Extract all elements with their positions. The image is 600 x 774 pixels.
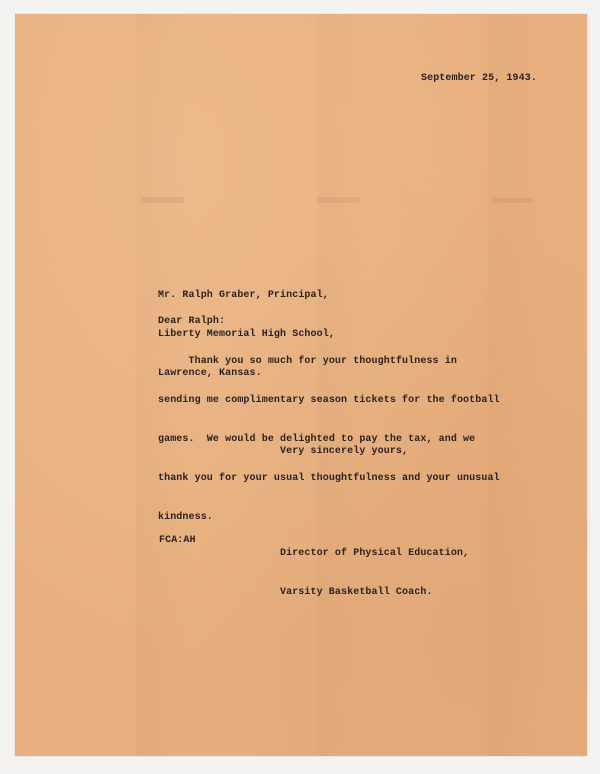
signature-title: Varsity Basketball Coach. [280,587,433,598]
bleed-through-mark [493,198,533,203]
body-line: Thank you so much for your thoughtfulness in [158,356,457,367]
bleed-through-mark [318,197,360,203]
salutation: Dear Ralph: [158,316,226,327]
signature-block [280,521,469,612]
signature-title: Director of Physical Education, [280,548,470,559]
bleed-through-mark [142,197,184,203]
recipient-line: Lawrence, Kansas. [158,368,262,379]
recipient-line: Liberty Memorial High School, [158,329,335,340]
recipient-line: Mr. Ralph Graber, Principal, [158,290,329,301]
body-line: thank you for your usual thoughtfulness and your unusual [158,473,500,484]
letter-body [158,329,500,537]
body-line: kindness. [158,512,213,523]
letter-date: September 25, 1943. [421,73,537,84]
body-line: sending me complimentary season tickets for the football [158,395,500,406]
complimentary-close: Very sincerely yours, [280,446,409,457]
reference-initials: FCA:AH [159,535,196,546]
body-line: games. We would be delighted to pay the tax, and we [158,434,476,445]
